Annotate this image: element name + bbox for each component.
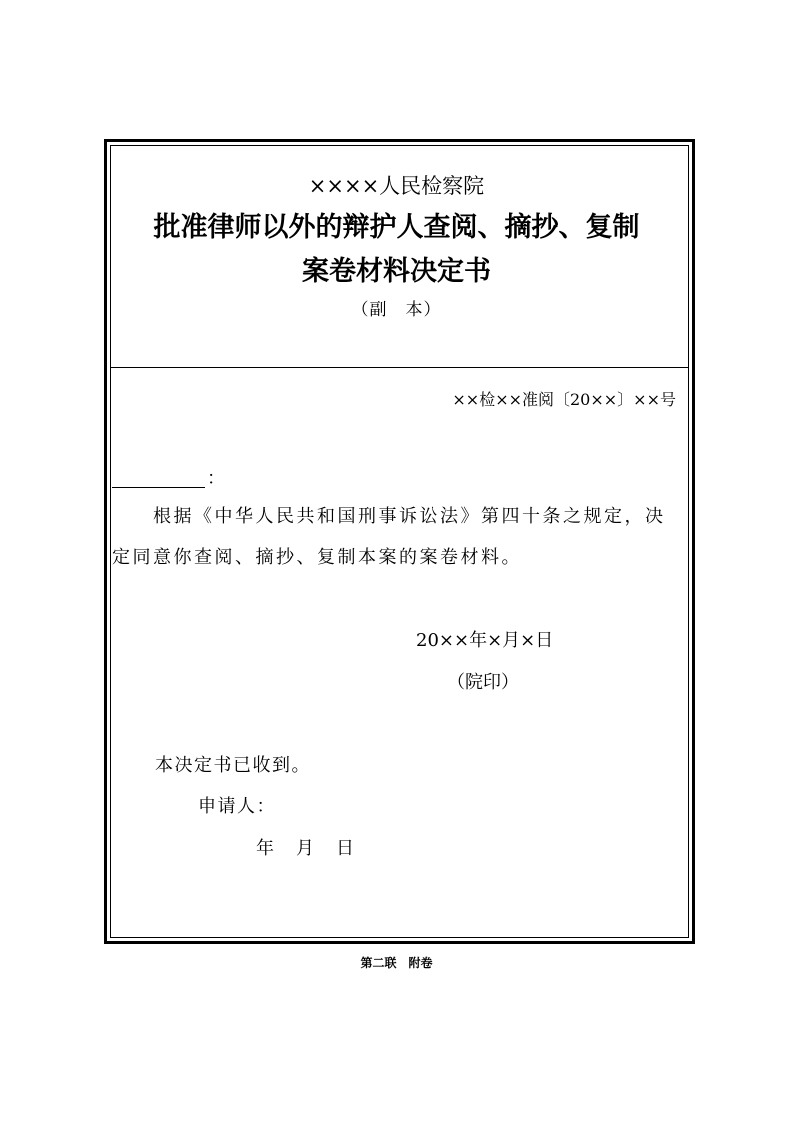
signature-date bbox=[256, 840, 354, 858]
body-text-line2: 定同意你查阅、摘抄、复制本案的案卷材料。 bbox=[112, 547, 522, 568]
applicant-label: 申请人： bbox=[198, 796, 276, 817]
document-title-line2: 案卷材料决定书 bbox=[302, 256, 491, 287]
footer-copy-label: 第二联 附卷 bbox=[360, 956, 433, 970]
procuratorate-name: ××××人民检察院 bbox=[308, 174, 485, 198]
copy-label: （副 本） bbox=[351, 300, 442, 320]
addressee-colon: ： bbox=[207, 468, 225, 489]
seal-label: （院印） bbox=[447, 672, 519, 693]
body-text-line1: 根据《中华人民共和国刑事诉讼法》第四十条之规定，决 bbox=[153, 506, 666, 527]
month-label: 月 bbox=[296, 838, 314, 859]
header-divider bbox=[111, 367, 688, 368]
document-number: ××检××准阅〔20××〕××号 bbox=[452, 390, 676, 409]
addressee-blank-line bbox=[112, 471, 205, 488]
year-label: 年 bbox=[256, 838, 274, 859]
document-title-line1: 批准律师以外的辩护人查阅、摘抄、复制 bbox=[153, 212, 640, 243]
receipt-acknowledgement: 本决定书已收到。 bbox=[155, 755, 311, 776]
day-label: 日 bbox=[336, 838, 354, 859]
addressee bbox=[112, 470, 225, 488]
issue-date: 20××年×月×日 bbox=[416, 630, 554, 651]
